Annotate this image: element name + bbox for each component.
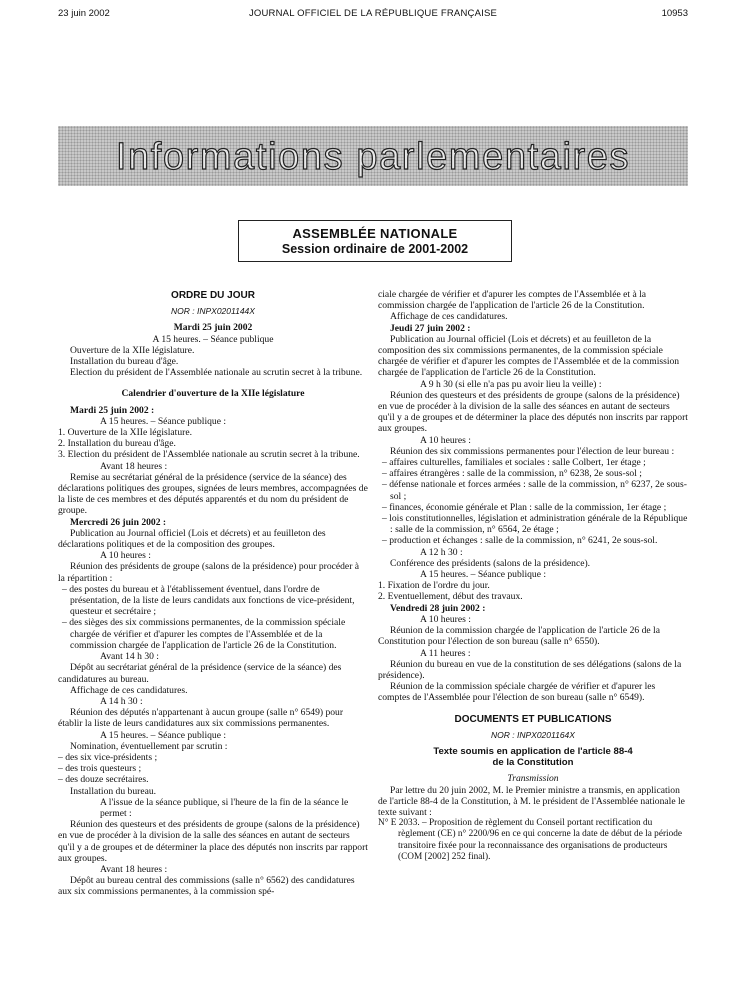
day-heading: Mardi 25 juin 2002 : bbox=[70, 404, 155, 416]
assembly-title-box bbox=[238, 220, 512, 262]
agenda-paragraph: Dépôt au bureau central des commissions (salle n° 6562) des candidatures aux six commissions permanentes, à la commission spé- bbox=[58, 875, 355, 898]
banner-title: Informations parlementaires bbox=[115, 136, 631, 178]
ordre-du-jour-title: ORDRE DU JOUR bbox=[171, 290, 255, 301]
commission-item: – finances, économie générale et Plan : salle de la commission, 1er étage ; bbox=[382, 501, 667, 513]
header-page-number: 10953 bbox=[661, 8, 688, 19]
agenda-paragraph: Nomination, éventuellement par scrutin : bbox=[70, 740, 228, 752]
agenda-paragraph: ciale chargée de vérifier et d'apurer les comptes de l'Assemblée et à la commission chargée de l'application de l'article 26 de la Constitution. bbox=[378, 289, 647, 312]
dash-item: – des douze secrétaires. bbox=[58, 774, 149, 786]
texte-title-line2: de la Constitution bbox=[492, 757, 574, 769]
numbered-item: 1. Ouverture de la XIIe législature. bbox=[58, 427, 192, 439]
documents-title: DOCUMENTS ET PUBLICATIONS bbox=[454, 713, 612, 725]
day-heading: Mardi 25 juin 2002 bbox=[173, 322, 253, 334]
agenda-paragraph: Publication au Journal officiel (Lois et décrets) et au feuilleton de la composition des six commissions permanentes, de la commission spéciale chargée de vérifier et d'apurer les comptes de l'Assemblée et de la commission chargée de l'application de l'article 26 de la Constitution. bbox=[378, 333, 680, 379]
session-time: A 15 heures. – Séance publique bbox=[152, 333, 274, 345]
agenda-paragraph: Réunion de la commission spéciale chargée de vérifier et d'apurer les comptes de l'Assemblée pour l'élection de son bureau (salle n° 6549). bbox=[378, 681, 656, 704]
texte-title-line1: Texte soumis en application de l'article 88-4 bbox=[433, 745, 633, 757]
document-entry: N° E 2033. – Proposition de règlement du Conseil portant rectification du règlement (CE) n° 2200/96 en ce qui concerne la date de début de la période transitoire fixée pour la reconnaissance des organisations de producteurs (COM [2002] 252 final). bbox=[378, 818, 683, 862]
agenda-paragraph: Réunion des députés n'appartenant à aucun groupe (salle n° 6549) pour établir la liste de leurs candidatures aux six commissions permanentes. bbox=[58, 707, 344, 730]
header-journal-title: JOURNAL OFFICIEL DE LA RÉPUBLIQUE FRANÇAISE bbox=[248, 8, 498, 19]
session-time: A 10 heures : bbox=[420, 613, 471, 625]
numbered-item: 3. Election du président de l'Assemblée nationale au scrutin secret à la tribune. bbox=[58, 449, 360, 461]
agenda-paragraph: Réunion des questeurs et des présidents de groupe (salons de la présidence) en vue de procéder à la division de la salle des séances en autant de secteurs qu'il y a de groupes et de déterminer la place des députés non inscrits par rapport aux groupes. bbox=[378, 389, 688, 435]
session-time: A 15 heures. – Séance publique : bbox=[100, 415, 227, 427]
agenda-item: Election du président de l'Assemblée nationale au scrutin secret à la tribune. bbox=[70, 367, 363, 379]
calendar-title: Calendrier d'ouverture de la XIIe législature bbox=[121, 388, 305, 400]
agenda-paragraph: Dépôt au secrétariat général de la présidence (service de la séance) des candidatures au bureau. bbox=[58, 662, 342, 685]
transmission-heading: Transmission bbox=[507, 773, 559, 785]
agenda-paragraph: Réunion de la commission chargée de l'application de l'article 26 de la Constitution pour l'élection de son bureau (salle n° 6550). bbox=[378, 625, 660, 648]
dash-item: – des postes du bureau et à l'établissement éventuel, dans l'ordre de présentation, de la liste de leurs candidats aux fonctions de vice-président, questeur et secrétaire ; bbox=[62, 583, 355, 618]
session-time: A 14 h 30 : bbox=[100, 695, 143, 707]
header-date: 23 juin 2002 bbox=[58, 8, 110, 19]
agenda-paragraph: Réunion des présidents de groupe (salons de la présidence) pour procéder à la répartition : bbox=[58, 561, 360, 584]
session-name: Session ordinaire de 2001-2002 bbox=[281, 242, 469, 256]
agenda-paragraph: Remise au secrétariat général de la présidence (service de la séance) des déclarations politiques des groupes, signées de leurs membres, accompagnées de la liste de ces membres et des députés apparentés et du nom du président de groupe. bbox=[58, 471, 368, 517]
agenda-paragraph: Par lettre du 20 juin 2002, M. le Premier ministre a transmis, en application de l'article 88-4 de la Constitution, à M. le président de l'Assemblée nationale le texte suivant : bbox=[378, 784, 685, 818]
session-time: A 11 heures : bbox=[420, 647, 471, 659]
session-time: A 12 h 30 : bbox=[420, 546, 463, 558]
numbered-item: 2. Eventuellement, début des travaux. bbox=[378, 591, 523, 603]
agenda-paragraph: Conférence des présidents (salons de la présidence). bbox=[390, 557, 591, 569]
session-time: A 15 heures. – Séance publique : bbox=[100, 729, 227, 741]
session-time: A 15 heures. – Séance publique : bbox=[420, 569, 547, 581]
agenda-paragraph: Affichage de ces candidatures. bbox=[390, 311, 508, 323]
agenda-item: Ouverture de la XIIe législature. bbox=[70, 344, 195, 356]
commission-item: – défense nationale et forces armées : salle de la commission, n° 6237, 2e sous-sol ; bbox=[382, 479, 687, 502]
agenda-paragraph: Publication au Journal officiel (Lois et décrets) et au feuilleton des déclarations politiques et de la composition des groupes. bbox=[58, 527, 326, 551]
day-heading: Vendredi 28 juin 2002 : bbox=[390, 602, 486, 614]
dash-item: – des sièges des six commissions permanentes, de la commission spéciale chargée de vérifier et d'apurer les comptes de l'Assemblée et de la commission chargée de l'application de l'article 26 de la Constitution. bbox=[62, 617, 346, 651]
commission-item: – affaires étrangères : salle de la commission, n° 6238, 2e sous-sol ; bbox=[382, 468, 642, 480]
running-header bbox=[58, 8, 688, 24]
assembly-name: ASSEMBLÉE NATIONALE bbox=[292, 226, 458, 241]
left-column bbox=[58, 290, 368, 898]
agenda-paragraph: Affichage de ces candidatures. bbox=[70, 684, 188, 696]
session-time: A l'issue de la séance publique, si l'heure de la fin de la séance le permet : bbox=[100, 796, 349, 819]
nor-code: NOR : INPX0201144X bbox=[171, 306, 255, 317]
session-time: Avant 18 heures : bbox=[100, 863, 168, 875]
dash-item: – des six vice-présidents ; bbox=[58, 751, 158, 763]
session-time: Avant 14 h 30 : bbox=[100, 651, 159, 663]
session-time: A 10 heures : bbox=[100, 550, 151, 562]
commission-item: – production et échanges : salle de la commission, n° 6241, 2e sous-sol. bbox=[382, 535, 658, 547]
right-column bbox=[378, 289, 688, 863]
agenda-paragraph: Réunion du bureau en vue de la constitution de ses délégations (salons de la présidence). bbox=[378, 658, 682, 681]
numbered-item: 1. Fixation de l'ordre du jour. bbox=[378, 580, 490, 592]
agenda-paragraph: Installation du bureau. bbox=[70, 785, 157, 797]
agenda-paragraph: Réunion des six commissions permanentes pour l'élection de leur bureau : bbox=[390, 445, 675, 457]
commission-item: – lois constitutionnelles, législation et administration générale de la République : salle de la commission, n° 6564, 2e étage ; bbox=[382, 513, 688, 536]
dash-item: – des trois questeurs ; bbox=[58, 763, 142, 775]
day-heading: Jeudi 27 juin 2002 : bbox=[390, 322, 471, 334]
day-heading: Mercredi 26 juin 2002 : bbox=[70, 516, 167, 528]
agenda-paragraph: Réunion des questeurs et des présidents de groupe (salons de la présidence) en vue de procéder à la division de la salle des séances en autant de secteurs qu'il y a de groupes et de déterminer la place des députés non inscrits par rapport aux groupes. bbox=[58, 819, 368, 864]
session-time: A 9 h 30 (si elle n'a pas pu avoir lieu la veille) : bbox=[420, 378, 602, 390]
agenda-item: Installation du bureau d'âge. bbox=[70, 356, 179, 368]
commission-item: – affaires culturelles, familiales et sociales : salle Colbert, 1er étage ; bbox=[382, 457, 646, 469]
session-time: A 10 heures : bbox=[420, 434, 471, 446]
session-time: Avant 18 heures : bbox=[100, 460, 168, 472]
nor-code: NOR : INPX0201164X bbox=[491, 729, 575, 740]
numbered-item: 2. Installation du bureau d'âge. bbox=[58, 438, 176, 450]
